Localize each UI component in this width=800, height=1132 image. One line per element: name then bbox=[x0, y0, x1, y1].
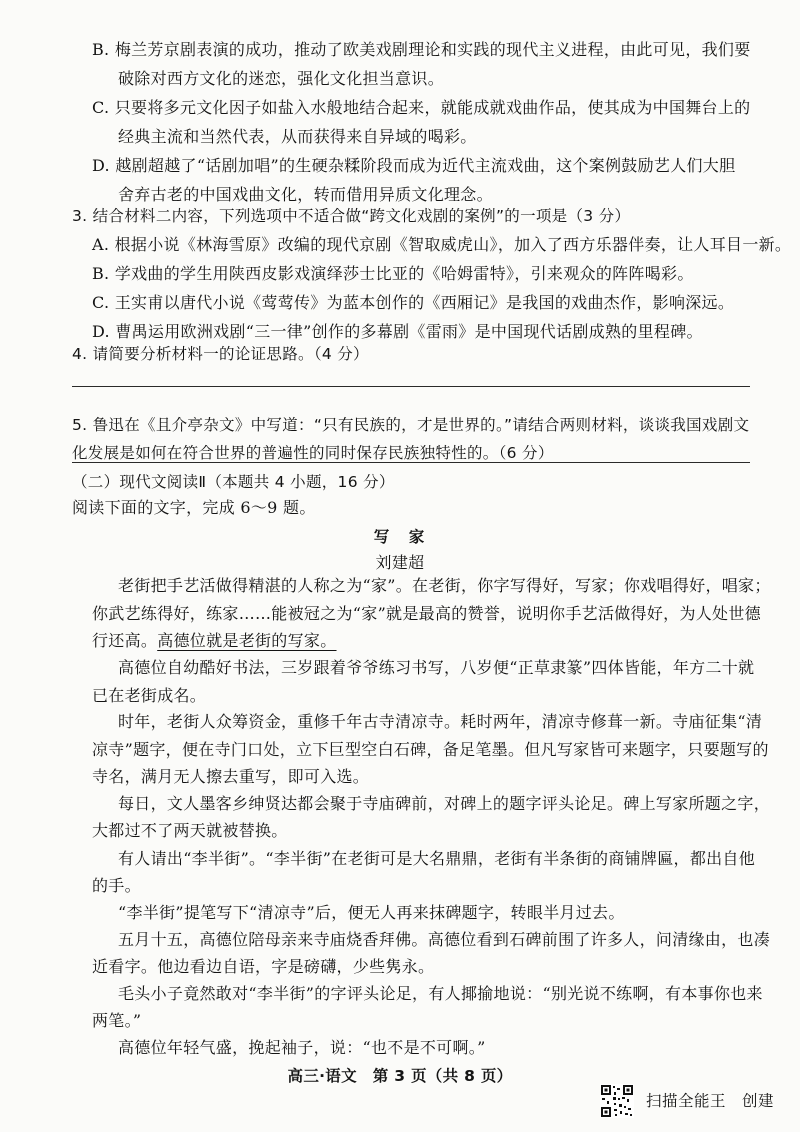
paragraph-1-line1: 老街把手艺活做得精湛的人称之为“家”。在老街，你字写得好，写家；你戏唱得好，唱家； bbox=[118, 576, 771, 595]
option-c-line1: C. 只要将多元文化因子如盐入水般地结合起来，就能成就戏曲作品，使其成为中国舞台上的 bbox=[92, 98, 751, 117]
question-3-option-b: B. 学戏曲的学生用陕西皮影戏演绎莎士比亚的《哈姆雷特》，引来观众的阵阵喝彩。 bbox=[92, 264, 694, 283]
paragraph-7-line2: 近看字。他边看边自语，字是磅礴，少些隽永。 bbox=[92, 957, 435, 976]
answer-line-q5 bbox=[72, 462, 750, 463]
option-b-line2: 破除对西方文化的迷恋，强化文化担当意识。 bbox=[118, 69, 445, 88]
paragraph-3-line3: 寺名，满月无人擦去重写，即可入选。 bbox=[92, 767, 370, 786]
paragraph-8-line2: 两笔。” bbox=[92, 1011, 142, 1030]
paragraph-1-line3 bbox=[92, 631, 337, 651]
paragraph-4-line2: 大都过不了两天就被替换。 bbox=[92, 821, 288, 840]
story-author: 刘建超 bbox=[375, 553, 425, 572]
option-b-line1: B. 梅兰芳京剧表演的成功，推动了欧美戏剧理论和实践的现代主义进程，由此可见，我们要 bbox=[92, 40, 751, 59]
question-5-line1: 5. 鲁迅在《且介亭杂文》中写道：“只有民族的，才是世界的。”请结合两则材料，谈谈我国戏剧文 bbox=[72, 416, 750, 434]
paragraph-7-line1: 五月十五，高德位陪母亲来寺庙烧香拜佛。高德位看到石碑前围了许多人，问清缘由，也凑 bbox=[118, 930, 771, 949]
camscanner-watermark: 扫描全能王 创建 bbox=[646, 1092, 775, 1110]
option-d-line2: 舍弃古老的中国戏曲文化，转而借用异质文化理念。 bbox=[118, 185, 493, 204]
paragraph-6-line1: “李半街”提笔写下“清凉寺”后，便无人再来抹碑题字，转眼半月过去。 bbox=[118, 903, 625, 922]
answer-line-q4 bbox=[72, 386, 750, 387]
paragraph-1-line3-start: 行还高。 bbox=[92, 631, 158, 650]
option-d-line1: D. 越剧超越了“话剧加唱”的生硬杂糅阶段而成为近代主流戏曲，这个案例鼓励艺人们大胆 bbox=[92, 156, 736, 175]
section-instruction: 阅读下面的文字，完成 6～9 题。 bbox=[72, 498, 316, 517]
page-footer: 高三·语文 第 3 页（共 8 页） bbox=[287, 1067, 513, 1085]
qr-code-icon bbox=[600, 1084, 634, 1118]
question-4-stem: 4. 请简要分析材料一的论证思路。（4 分） bbox=[72, 345, 369, 363]
question-3-stem: 3. 结合材料二内容，下列选项中不适合做“跨文化戏剧的案例”的一项是（3 分） bbox=[72, 207, 631, 225]
section-heading: （二）现代文阅读Ⅱ（本题共 4 小题，16 分） bbox=[72, 473, 395, 491]
paragraph-1-line2: 你武艺练得好，练家……能被冠之为“家”就是最高的赞誉，说明你手艺活做得好，为人处世德 bbox=[92, 604, 761, 623]
paragraph-9-line1: 高德位年轻气盛，挽起袖子，说：“也不是不可啊。” bbox=[118, 1038, 486, 1057]
underlined-sentence: 高德位就是老街的写家。 bbox=[157, 631, 337, 650]
question-3-option-c: C. 王实甫以唐代小说《莺莺传》为蓝本创作的《西厢记》是我国的戏曲杰作，影响深远。 bbox=[92, 293, 735, 312]
question-3-option-d: D. 曹禺运用欧洲戏剧“三一律”创作的多幕剧《雷雨》是中国现代话剧成熟的里程碑。 bbox=[92, 322, 703, 341]
paragraph-3-line1: 时年，老街人众筹资金，重修千年古寺清凉寺。耗时两年，清凉寺修葺一新。寺庙征集“清 bbox=[118, 712, 763, 731]
question-3-option-a: A. 根据小说《林海雪原》改编的现代京剧《智取威虎山》，加入了西方乐器伴奏，让人耳目一新。 bbox=[92, 235, 792, 254]
paragraph-5-line2: 的手。 bbox=[92, 876, 141, 895]
paragraph-5-line1: 有人请出“李半街”。“李半街”在老街可是大名鼎鼎，老街有半条街的商铺牌匾，都出自他 bbox=[118, 849, 756, 868]
paragraph-3-line2: 凉寺”题字，便在寺门口处，立下巨型空白石碑，备足笔墨。但凡写家皆可来题字，只要题写的 bbox=[92, 740, 769, 759]
paragraph-8-line1: 毛头小子竟然敢对“李半街”的字评头论足，有人揶揄地说：“别光说不练啊，有本事你也来 bbox=[118, 984, 763, 1003]
paragraph-2-line1: 高德位自幼酷好书法，三岁跟着爷爷练习书写，八岁便“正草隶篆”四体皆能，年方二十就 bbox=[118, 658, 755, 677]
question-5-line2: 化发展是如何在符合世界的普遍性的同时保存民族独特性的。（6 分） bbox=[72, 444, 554, 462]
paragraph-2-line2: 已在老街成名。 bbox=[92, 686, 207, 705]
paragraph-4-line1: 每日，文人墨客乡绅贤达都会聚于寺庙碑前，对碑上的题字评头论足。碑上写家所题之字， bbox=[118, 794, 771, 813]
story-title: 写 家 bbox=[373, 528, 427, 546]
option-c-line2: 经典主流和当然代表，从而获得来自异域的喝彩。 bbox=[118, 127, 477, 146]
